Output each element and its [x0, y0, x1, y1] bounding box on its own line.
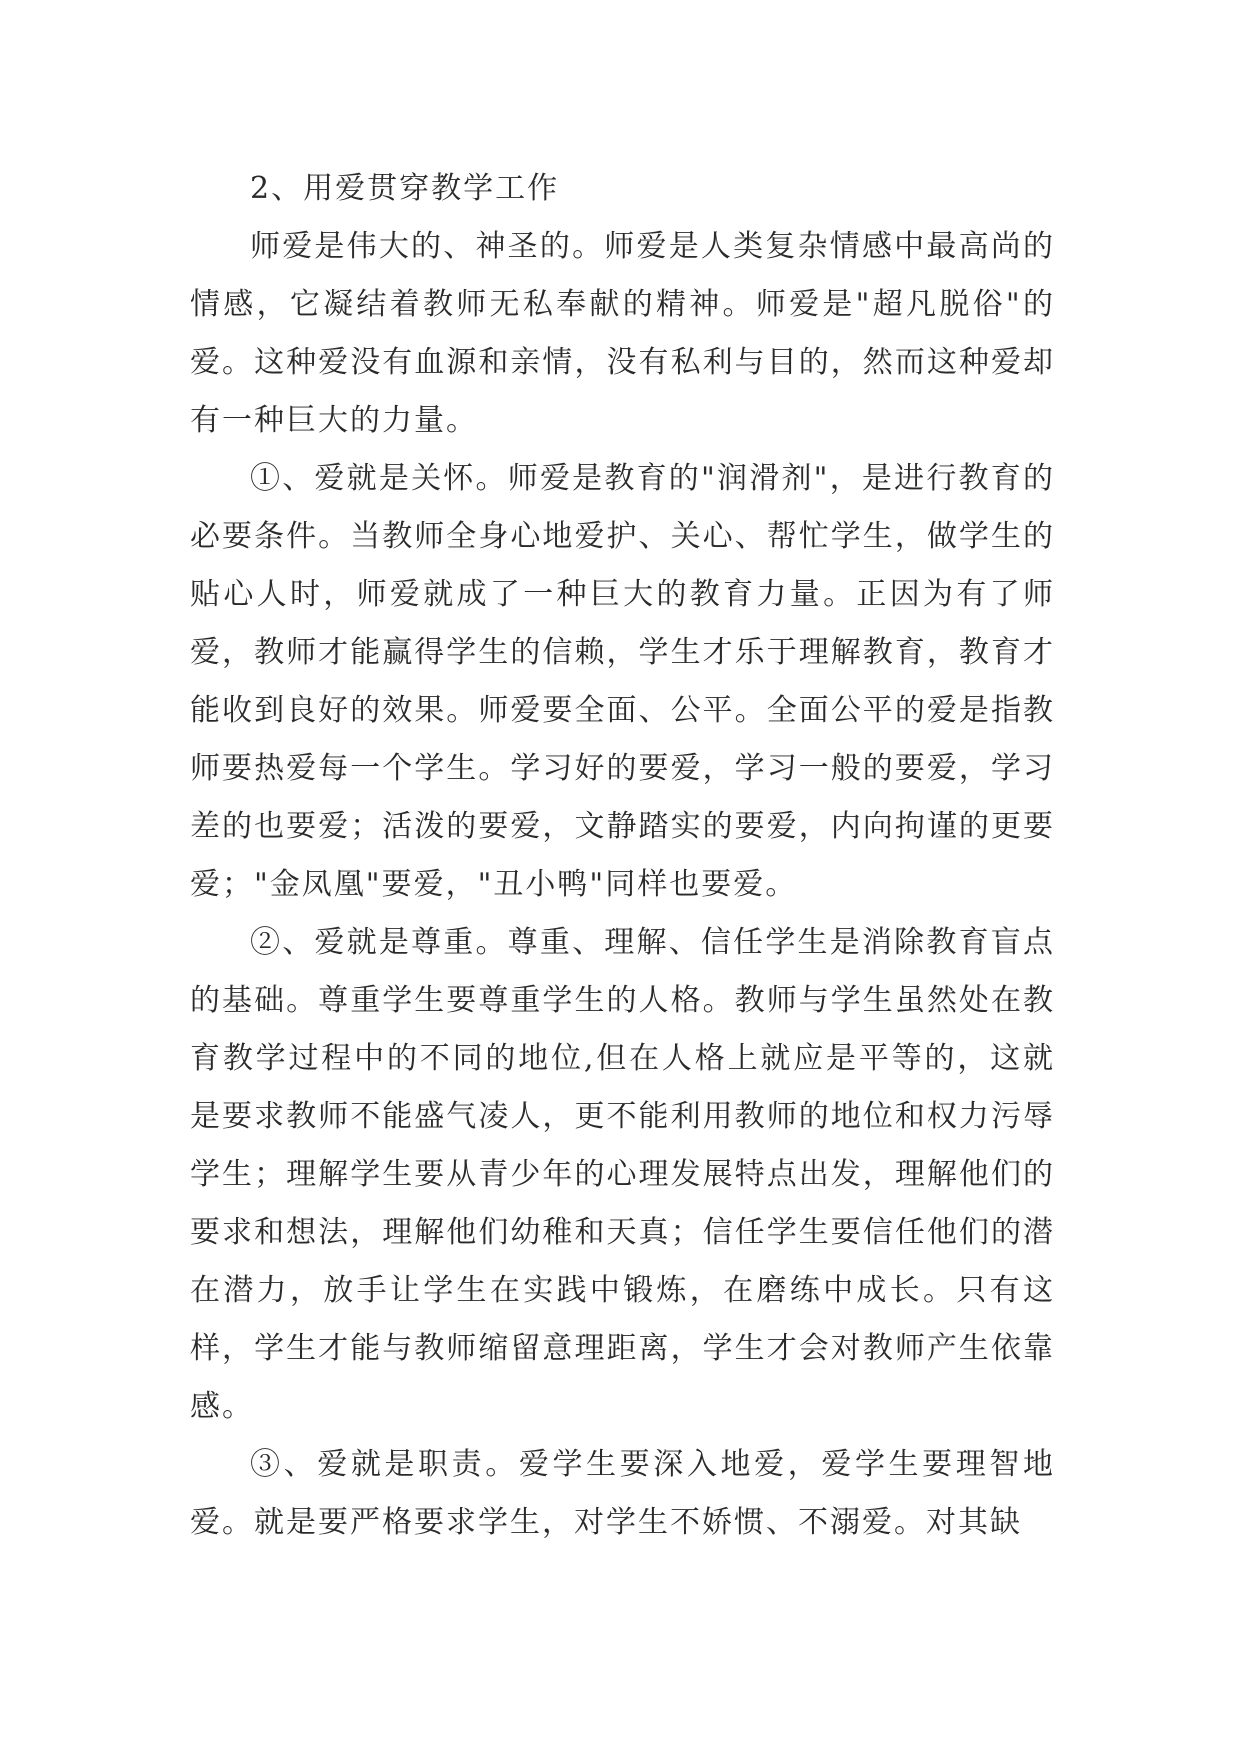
- section-heading: 2、用爱贯穿教学工作: [250, 171, 560, 206]
- paragraph-duty: ③、爱就是职责。爱学生要深入地爱，爱学生要理智地爱。就是要严格要求学生，对学生不娇惯、不溺爱。对其缺: [190, 1447, 1055, 1540]
- paragraph-care: ①、爱就是关怀。师爱是教育的"润滑剂"，是进行教育的必要条件。当教师全身心地爱护、关心、帮忙学生，做学生的贴心人时，师爱就成了一种巨大的教育力量。正因为有了师爱，教师才能赢得学生的信赖，学生才乐于理解教育，教育才能收到良好的效果。师爱要全面、公平。全面公平的爱是指教师要热爱每一个学生。学习好的要爱，学习一般的要爱，学习差的也要爱；活泼的要爱，文静踏实的要爱，内向拘谨的更要爱；"金凤凰"要爱，"丑小鸭"同样也要爱。: [190, 461, 1055, 902]
- document-body: [190, 160, 1055, 1552]
- paragraph-intro: 师爱是伟大的、神圣的。师爱是人类复杂情感中最高尚的情感，它凝结着教师无私奉献的精神。师爱是"超凡脱俗"的爱。这种爱没有血源和亲情，没有私利与目的，然而这种爱却有一种巨大的力量。: [190, 229, 1055, 438]
- paragraph-respect: ②、爱就是尊重。尊重、理解、信任学生是消除教育盲点的基础。尊重学生要尊重学生的人格。教师与学生虽然处在教育教学过程中的不同的地位,但在人格上就应是平等的，这就是要求教师不能盛气凌人，更不能利用教师的地位和权力污辱学生；理解学生要从青少年的心理发展特点出发，理解他们的要求和想法，理解他们幼稚和天真；信任学生要信任他们的潜在潜力，放手让学生在实践中锻炼，在磨练中成长。只有这样，学生才能与教师缩留意理距离，学生才会对教师产生依靠感。: [190, 925, 1055, 1424]
